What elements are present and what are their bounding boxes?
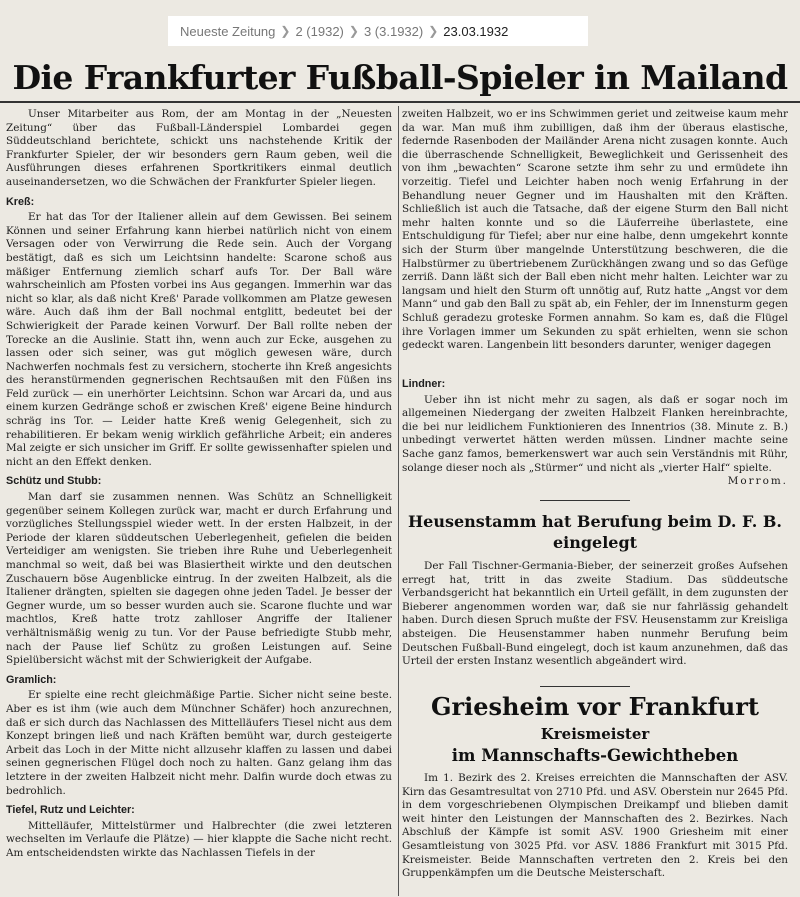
section-heading-kress: Kreß: xyxy=(6,195,35,208)
breadcrumb-item-newspaper[interactable]: Neueste Zeitung xyxy=(180,23,276,39)
continuation-text: zweiten Halbzeit, wo er ins Schwimmen geriet und zeitweise kaum mehr da war. Man muß ihm zubilligen, daß ihm der überaus elastische, federnde Rasenboden der Mailänder Arena nicht zusagen konnte. Auch die überraschende Schnelligkeit, Beweglichkeit und Gerissenheit des von ihm „bewachten“ Scarone setzte ihm sehr zu und ermüdete ihn vorzeitig. Tiefel und Leichter haben noch wenig Erfahrung in der Behandlung neuer Gegner und im Haushalten mit den Kräften. Schließlich ist auch die Tatsache, daß der eigene Sturm den Ball nicht mehr halten konnte und so die Läuferreihe überlastete, eine Entschuldigung für Tiefel; aber nur eine halbe, denn umgekehrt konnte sich der Sturm über mangelnde Unterstützung beschweren, die die Halbstürmer zu übertriebenem Zurückhängen zwang und so das Gefüge zerriß. Dann läßt sich der Ball eben nicht mehr halten. Leichter war zu langsam und hielt den Sturm oft unnötig auf, Rutz hatte „Angst vor dem Mann“ und gab den Ball zu spät ab, ein Fehler, der im Innensturm gegen Schluß geradezu groteske Formen annahm. So kam es, daß die Flügel ihre Vorlagen immer um Sekunden zu spät erhielten, wenn sie schon gedeckt waren. Langenbein litt besonders darunter, weniger dagegen xyxy=(402,108,788,352)
section-text-lindner xyxy=(402,393,788,488)
article3-subtitle-1: Kreismeister xyxy=(540,725,650,743)
breadcrumb-current-date: 23.03.1932 xyxy=(443,23,509,39)
breadcrumb xyxy=(168,16,588,46)
article-headline: Die Frankfurter Fußball-Spieler in Mailand xyxy=(12,58,788,97)
breadcrumb-item-issue[interactable]: 3 (3.1932) xyxy=(363,23,424,39)
article2-body xyxy=(402,560,788,682)
breadcrumb-item-volume[interactable]: 2 (1932) xyxy=(295,23,344,39)
headline-rule xyxy=(0,101,800,103)
article3-body xyxy=(402,772,788,894)
chevron-right-icon: ❯ xyxy=(428,24,439,38)
section-text-tiefel: Mittelläufer, Mittelstürmer und Halbrechter (die zwei letzteren wechselten im Verlaufe die Plätze) — hier klappte die Sache nicht recht. Am entscheidendsten wirkte das Nachlassen Tiefels in der xyxy=(6,819,392,859)
article2-title-line2: eingelegt xyxy=(552,533,638,552)
lindner-section xyxy=(402,378,788,490)
right-column-continuation xyxy=(402,108,788,370)
article2-text: Der Fall Tischner-Germania-Bieber, der seinerzeit großes Aufsehen erregt hat, tritt in das zweite Stadium. Das süddeutsche Verbandsgericht hat bekanntlich ein Urteil gefällt, in dem zugunsten der Bieberer angenommen worden war, daß sie nur fahrlässig gehandelt haben. Durch diesen Spruch mußte der FSV. Heusenstamm zur Kreisliga absteigen. Die Heusenstammer haben nunmehr Berufung beim Deutschen Fußball-Bund eingelegt, doch ist kaum anzunehmen, daß das Urteil der ersten Instanz wesentlich abgeändert wird. xyxy=(402,560,788,668)
article3-title: Griesheim vor Frankfurt xyxy=(431,692,759,721)
section-heading-tiefel: Tiefel, Rutz und Leichter: xyxy=(6,804,135,817)
lindner-text: Ueber ihn ist nicht mehr zu sagen, als daß er sogar noch im allgemeinen Niedergang der zweiten Halbzeit Flanken hereinbrachte, die bei nur leidlichem Funktionieren des Innentrios (38. Minute z. B.) unbedingt verwertet hätten werden müssen. Lindner machte seine Sache ganz famos, bemerkenswert war auch sein Verständnis mit Rühr, solange dieser noch als „Stürmer“ und nicht als „vierter Half“ spielte. xyxy=(402,393,788,474)
section-text-schuetz-stubb: Man darf sie zusammen nennen. Was Schütz an Schnelligkeit gegenüber seinem Kollegen zurück war, macht er durch Erfahrung und vorzügliches Stellungsspiel wieder wett. In der ersten Halbzeit, in der Periode der klaren süddeutschen Ueberlegenheit, gefielen die beiden Verteidiger am wenigsten. Sie trieben ihre Ruhe und Ueberlegenheit manchmal so weit, daß bei was Blasiertheit wirkte und den deutschen Zuschauern böse Augenblicke eintrug. In der zweiten Halbzeit, als die Italiener drängten, spielten sie dagegen ohne jeden Tadel. Je besser der Gegner wurde, um so besser wurden auch sie. Scarone fluchte und war machtlos, Kreß hatte trotz zahlloser Angriffe der Italiener verhältnismäßig wenig zu tun. Vor der Pause befriedigte Stubb mehr, nach der Pause lief Schütz zu großen Leistungen auf. Seine Spielübersicht wächst mit der Schwierigkeit der Aufgabe. xyxy=(6,491,392,667)
section-heading-lindner: Lindner: xyxy=(402,378,446,390)
article-separator xyxy=(540,500,630,501)
section-heading-gramlich: Gramlich: xyxy=(6,673,57,686)
article3-subtitle-2: im Mannschafts-Gewichtheben xyxy=(451,746,739,765)
chevron-right-icon: ❯ xyxy=(348,24,359,38)
column-divider xyxy=(398,106,399,896)
intro-paragraph: Unser Mitarbeiter aus Rom, der am Montag in der „Neuesten Zeitung“ über das Fußball-Länderspiel Lombardei gegen Süddeutschland berichtete, schickt uns nachstehende Kritik der Frankfurter Spieler, der wir besonders gern Raum geben, weil die Ausführungen dieses erfahrenen Sportkritikers einmal deutlich auseinandersetzen, wo die Schwächen der Frankfurter Spieler liegen. xyxy=(6,108,392,188)
chevron-right-icon: ❯ xyxy=(280,24,291,38)
section-text-kress: Er hat das Tor der Italiener allein auf dem Gewissen. Bei seinem Können und seiner Erfahrung kann hierbei natürlich nicht von einem Versagen oder von Verwirrung die Rede sein. Auch der Vorgang bestätigt, daß es sich um Leichtsinn handelte: Scarone schoß aus mäßiger Entfernung ziemlich scharf aufs Tor. Der Ball wäre wahrscheinlich am Pfosten vorbei ins Aus gegangen. Immerhin war das nicht so klar, als daß nicht Kreß' Parade vollkommen am Platze gewesen wäre. Auch daß ihm der Ball nochmal entglitt, bedeutet bei der Schwierigkeit der Parade keinen Vorwurf. Der Ball rollte neben der Torecke an die Auslinie. Statt ihn, wenn auch zur Ecke, ausgehen zu lassen oder sich seiner, was gut möglich gewesen wäre, durch Nachwerfen nochmals fest zu versichern, stocherte ihn Kreß angesichts des heranstürmenden gegnerischen Rechtsaußen mit den Füßen ins Feld zurück — ein unerhörter Leichtsinn. Schon war Arcari da, und aus einem kurzen Gedränge schoß er zwischen Kreß' eigene Beine hindurch schräg ins Tor. — Leider hatte Kreß wenig Gelegenheit, sich zu rehabilitieren. Er bekam wenig wirklich gefährliche Arbeit; ein anderes Mal zeigte er sich unsicher im Griff. Er sollte gewissenhafter spielen und nicht an den Effekt denken. xyxy=(6,211,392,468)
left-column xyxy=(6,108,392,894)
article2-title-line1: Heusenstamm hat Berufung beim D. F. B. xyxy=(408,512,782,531)
article3-text: Im 1. Bezirk des 2. Kreises erreichten die Mannschaften der ASV. Kirn das Gesamtresultat von 2710 Pfd. und ASV. Oberstein nur 2645 Pfd. in dem vorgeschriebenen Olympischen Dreikampf und blieben damit weit hinter den Leistungen der Mannschaften des 2. Bezirkes. Nach Abschluß der Kämpfe ist somit ASV. 1900 Griesheim mit einer Gesamtleistung von 3025 Pfd. vor ASV. 1886 Frankfurt mit 3015 Pfd. Kreismeister. Beide Mannschaften vertreten den 2. Kreis bei den Gruppenkämpfen um die Deutsche Meisterschaft. xyxy=(402,772,788,880)
section-heading-schuetz-stubb: Schütz und Stubb: xyxy=(6,475,102,488)
section-text-gramlich: Er spielte eine recht gleichmäßige Partie. Sicher nicht seine beste. Aber es ist ihm (wie auch dem Münchner Schäfer) hoch anzurechnen, daß er sich durch das Nachlassen des Mittelläufers Tiesel nicht aus dem Konzept bringen ließ und nach Kräften bemüht war, durch gesteigerte Arbeit das Loch in der Mitte nicht allzusehr klaffen zu lassen und dabei seinen gegnerischen Flügel doch noch zu halten. Ganz gelang ihm das letztere in der zweiten Halbzeit nicht mehr. Dalfin wurde doch etwas zu bedrohlich. xyxy=(6,689,392,797)
author-signature: Morrom. xyxy=(727,475,788,488)
article-separator xyxy=(540,686,630,687)
